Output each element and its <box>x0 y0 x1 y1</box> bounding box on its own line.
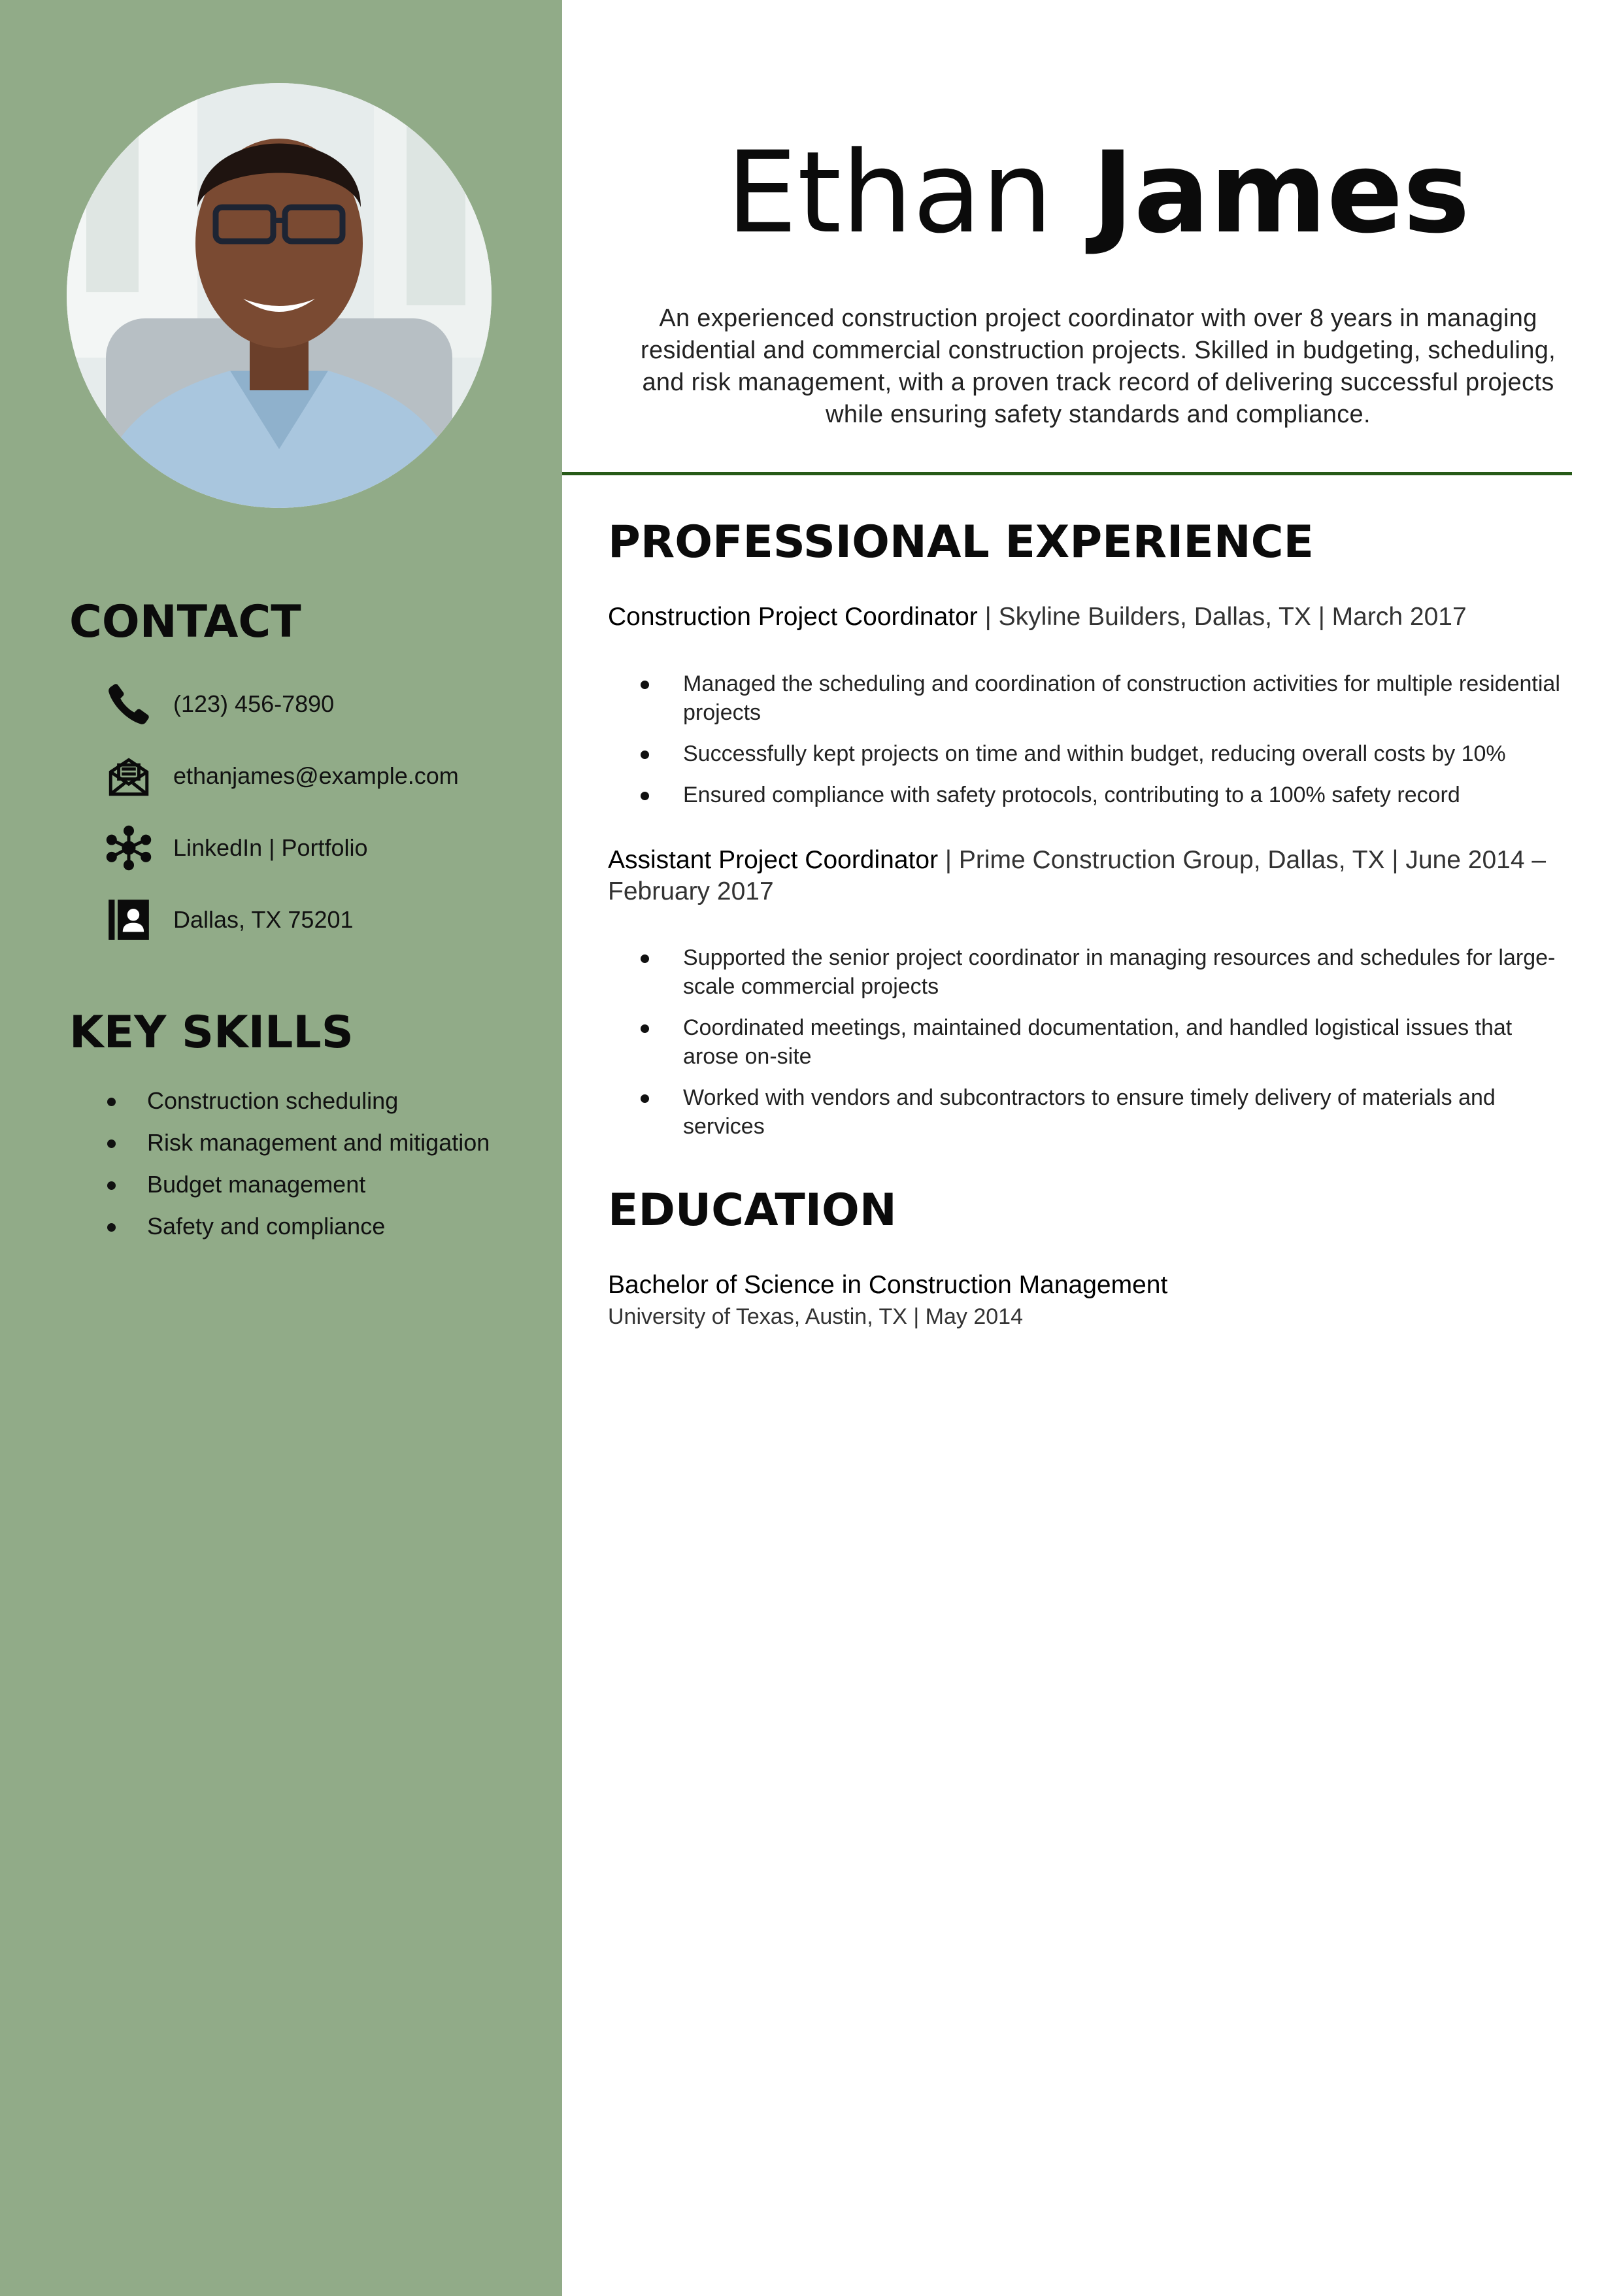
last-name: James <box>1092 127 1470 258</box>
candidate-name <box>588 127 1608 258</box>
skill-item: Safety and compliance <box>105 1212 549 1254</box>
education-heading: EDUCATION <box>608 1185 897 1236</box>
profile-summary: An experienced construction project coordinator with over 8 years in managing residential and commercial construction projects. Skilled in budgeting, scheduling, and risk management, with a proven track record of delivering successful projects while ensuring safety standards and compliance. <box>641 305 1556 428</box>
contact-list <box>105 680 536 968</box>
job-meta: | Prime Construction Group, Dallas, TX | June 2014 – February 2017 <box>608 846 1547 905</box>
contact-card-icon <box>105 896 153 944</box>
job-bullet: Managed the scheduling and coordination of construction activities for multiple residential projects <box>641 669 1569 727</box>
job-bullet: Successfully kept projects on time and within budget, reducing overall costs by 10% <box>641 739 1569 768</box>
skill-item: Risk management and mitigation <box>105 1128 549 1170</box>
contact-links <box>105 824 536 896</box>
profile-links: LinkedIn | Portfolio <box>173 834 368 861</box>
email-address: ethanjames@example.com <box>173 762 459 789</box>
job-title-1 <box>608 601 1556 633</box>
job-title-2 <box>608 845 1556 907</box>
network-icon <box>105 824 153 872</box>
skill-item: Construction scheduling <box>105 1087 549 1128</box>
profile-photo <box>67 83 492 508</box>
first-name: Ethan <box>726 127 1053 258</box>
phone-icon <box>105 680 153 728</box>
skills-list <box>105 1087 549 1254</box>
job-bullet: Worked with vendors and subcontractors to ensure timely delivery of materials and services <box>641 1083 1569 1141</box>
job-meta: | Skyline Builders, Dallas, TX | March 2017 <box>977 603 1467 631</box>
job-2-bullets <box>641 943 1569 1153</box>
phone-number: (123) 456-7890 <box>173 690 335 717</box>
skill-item: Budget management <box>105 1170 549 1212</box>
school-details: University of Texas, Austin, TX | May 2014 <box>608 1304 1023 1329</box>
contact-email <box>105 752 536 824</box>
contact-phone <box>105 680 536 752</box>
job-bullet: Coordinated meetings, maintained documentation, and handled logistical issues that arose on-site <box>641 1013 1569 1071</box>
experience-heading: PROFESSIONAL EXPERIENCE <box>608 516 1314 568</box>
degree-title: Bachelor of Science in Construction Management <box>608 1271 1168 1299</box>
job-role: Assistant Project Coordinator <box>608 846 939 874</box>
header-divider <box>562 472 1572 475</box>
skills-heading: KEY SKILLS <box>69 1007 354 1058</box>
contact-location <box>105 896 536 968</box>
location: Dallas, TX 75201 <box>173 906 354 933</box>
job-bullet: Ensured compliance with safety protocols, contributing to a 100% safety record <box>641 781 1569 809</box>
mail-icon <box>105 752 153 800</box>
contact-heading: CONTACT <box>69 596 301 648</box>
job-role: Construction Project Coordinator <box>608 603 978 631</box>
job-bullet: Supported the senior project coordinator in managing resources and schedules for large-scale commercial projects <box>641 943 1569 1001</box>
job-1-bullets <box>641 669 1569 822</box>
